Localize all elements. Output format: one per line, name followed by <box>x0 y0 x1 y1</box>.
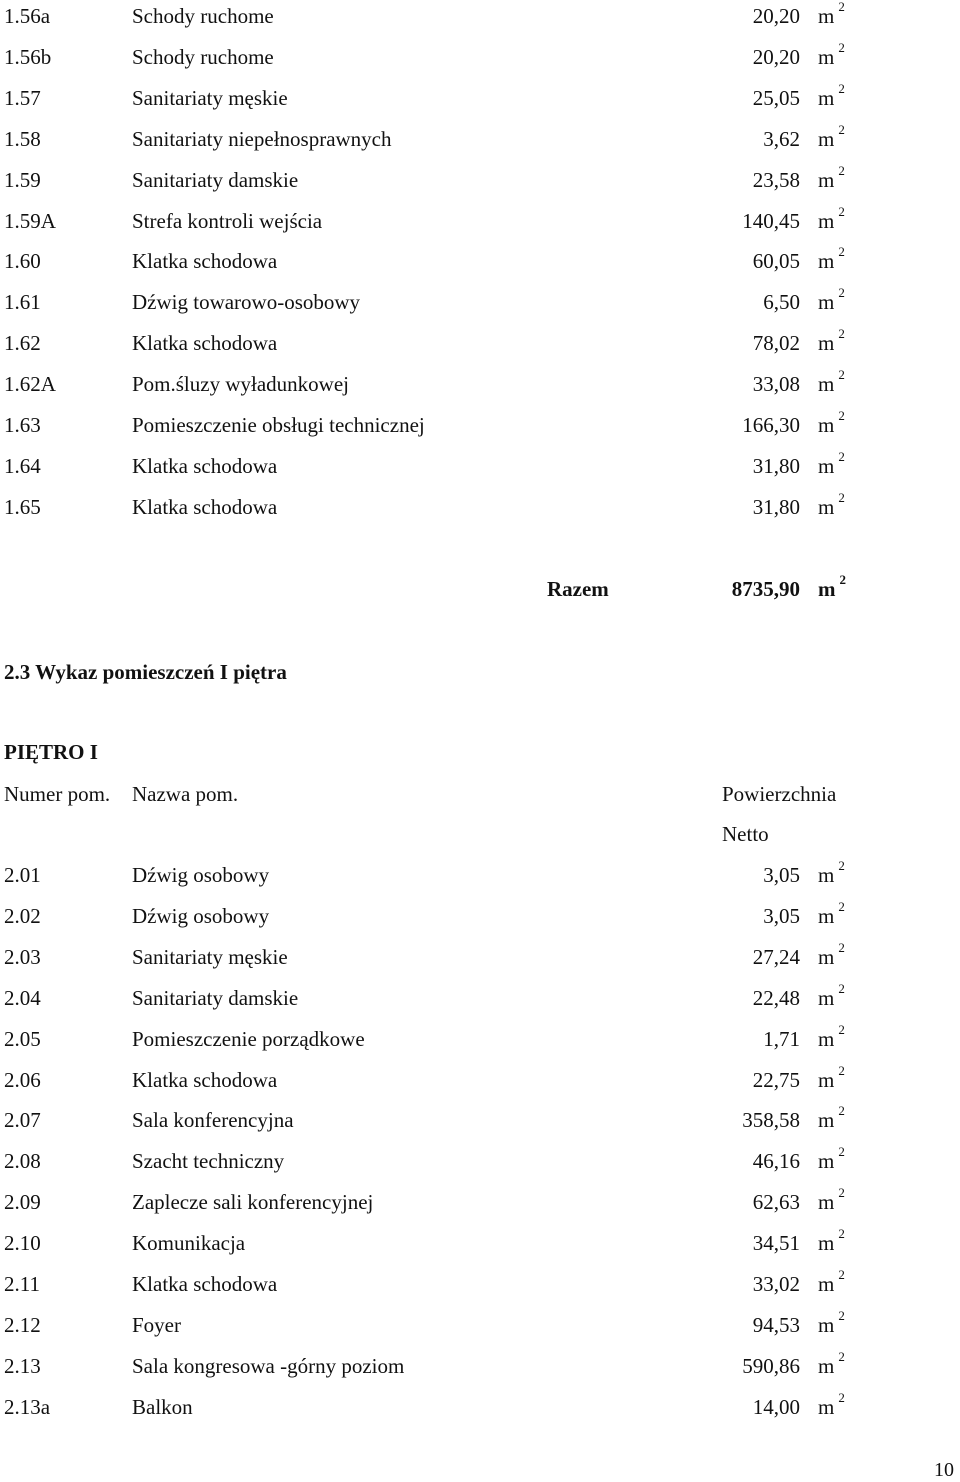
room-name: Klatka schodowa <box>132 1067 278 1092</box>
table-row <box>0 1307 960 1340</box>
room-area: 20,20 <box>752 4 800 28</box>
table-row <box>0 1062 960 1095</box>
table-row <box>0 369 960 399</box>
room-number: 2.06 <box>4 1067 41 1092</box>
area-unit: m $^2$ <box>818 1021 845 1051</box>
room-area: 14,00 <box>752 1394 800 1419</box>
room-name: Klatka schodowa <box>132 453 278 478</box>
area-unit: m $^2$ <box>818 244 845 274</box>
area-unit: m $^2$ <box>818 408 845 437</box>
room-area: 166,30 <box>742 413 800 437</box>
room-area: 31,80 <box>752 453 800 478</box>
room-number: 2.05 <box>4 1026 41 1051</box>
table-row <box>0 328 960 358</box>
table-row <box>0 1187 960 1217</box>
room-area: 3,62 <box>763 126 800 151</box>
room-name: Pomieszczenie obsługi technicznej <box>132 413 425 437</box>
table-row <box>0 448 960 481</box>
room-area: 25,05 <box>752 85 800 110</box>
room-area: 33,02 <box>752 1272 800 1296</box>
room-number: 2.04 <box>4 985 41 1010</box>
room-area: 3,05 <box>763 903 800 928</box>
area-unit: m $^2$ <box>818 39 845 69</box>
area-unit: m $^2$ <box>818 1267 845 1296</box>
room-name: Zaplecze sali konferencyjnej <box>132 1190 374 1215</box>
room-name: Schody ruchome <box>132 4 274 28</box>
room-number: 2.13a <box>4 1394 51 1419</box>
room-number: 1.60 <box>4 249 41 274</box>
room-number: 1.61 <box>4 290 41 315</box>
table-row <box>0 489 960 522</box>
floor-title-row <box>0 737 960 767</box>
room-name: Sala kongresowa -górny poziom <box>132 1353 405 1378</box>
room-name: Pom.śluzy wyładunkowej <box>132 372 349 397</box>
room-area: 31,80 <box>752 494 800 519</box>
total-row <box>0 574 960 604</box>
table-row <box>0 1146 960 1176</box>
table-row <box>0 898 960 931</box>
table-row <box>0 121 960 154</box>
room-name: Sanitariaty męskie <box>132 85 288 110</box>
area-unit: m $^2$ <box>818 162 845 192</box>
area-unit: m $^2$ <box>818 121 845 151</box>
column-header-area-netto: Netto <box>722 822 769 846</box>
area-unit: m $^2$ <box>818 1103 845 1133</box>
table-row <box>0 1 960 31</box>
table-row <box>0 80 960 113</box>
table-row <box>0 1228 960 1258</box>
table-row <box>0 1389 960 1422</box>
total-label: Razem <box>547 577 609 601</box>
room-name: Szacht techniczny <box>132 1149 285 1174</box>
column-header-row <box>0 779 960 809</box>
area-unit: m $^2$ <box>818 80 845 110</box>
room-name: Pomieszczenie porządkowe <box>132 1026 365 1051</box>
table-row <box>0 1105 960 1135</box>
room-area: 60,05 <box>752 249 800 274</box>
area-unit: m $^2$ <box>818 898 845 928</box>
room-name: Komunikacja <box>132 1231 246 1256</box>
column-header-name: Nazwa pom. <box>132 782 239 806</box>
table-row <box>0 939 960 972</box>
room-area: 22,75 <box>752 1067 800 1092</box>
page-number: 10 <box>934 1459 954 1481</box>
room-name: Sala konferencyjna <box>132 1108 294 1133</box>
room-number: 1.63 <box>4 413 41 437</box>
room-area: 590,86 <box>742 1353 800 1378</box>
column-header-area: Powierzchnia <box>722 782 837 806</box>
area-unit: m $^2$ <box>818 1226 845 1256</box>
area-unit: m $^2$ <box>818 1348 845 1378</box>
room-name: Foyer <box>132 1312 181 1337</box>
room-area: 1,71 <box>763 1026 800 1051</box>
room-number: 2.10 <box>4 1231 41 1256</box>
room-area: 20,20 <box>752 44 800 69</box>
area-unit: m $^2$ <box>818 858 845 887</box>
area-unit: m $^2$ <box>818 1144 845 1174</box>
room-name: Klatka schodowa <box>132 494 278 519</box>
room-name: Dźwig towarowo-osobowy <box>132 290 361 315</box>
table-row <box>0 1269 960 1299</box>
area-unit: m $^2$ <box>818 448 845 478</box>
total-area: 8735,90 <box>731 577 800 601</box>
area-unit: m $^2$ <box>818 1062 845 1092</box>
table-row <box>0 162 960 195</box>
column-header-row-2 <box>0 819 960 849</box>
room-area: 3,05 <box>763 863 800 887</box>
room-number: 2.13 <box>4 1353 41 1378</box>
room-number: 1.64 <box>4 453 41 478</box>
room-number: 2.07 <box>4 1108 41 1133</box>
table-row <box>0 203 960 236</box>
area-unit: m $^2$ <box>818 1307 845 1337</box>
room-area: 6,50 <box>763 290 800 315</box>
area-unit: m $^2$ <box>818 489 845 519</box>
room-number: 1.59A <box>4 208 56 233</box>
room-number: 1.58 <box>4 126 41 151</box>
room-number: 2.09 <box>4 1190 41 1215</box>
room-number: 2.01 <box>4 863 41 887</box>
room-name: Sanitariaty niepełnosprawnych <box>132 126 392 151</box>
room-number: 1.62 <box>4 331 41 356</box>
section-title: 2.3 Wykaz pomieszczeń I piętra <box>4 660 287 684</box>
table-row <box>0 1021 960 1054</box>
room-number: 1.65 <box>4 494 41 519</box>
room-area: 22,48 <box>752 985 800 1010</box>
room-number: 2.12 <box>4 1312 41 1337</box>
room-name: Klatka schodowa <box>132 331 278 356</box>
room-name: Klatka schodowa <box>132 249 278 274</box>
room-area: 140,45 <box>742 208 800 233</box>
area-unit: m $^2$ <box>818 0 845 28</box>
area-unit: m $^2$ <box>818 367 845 397</box>
table-row <box>0 410 960 440</box>
area-unit: m $^2$ <box>818 1389 845 1419</box>
table-row <box>0 1348 960 1381</box>
room-area: 27,24 <box>752 944 800 969</box>
section-title-row <box>0 657 960 687</box>
room-number: 1.59 <box>4 167 41 192</box>
room-name: Sanitariaty damskie <box>132 167 299 192</box>
room-number: 2.03 <box>4 944 41 969</box>
room-name: Dźwig osobowy <box>132 903 270 928</box>
room-number: 2.11 <box>4 1272 40 1296</box>
column-header-number: Numer pom. <box>4 782 111 806</box>
room-number: 1.56a <box>4 4 51 28</box>
room-area: 62,63 <box>752 1190 800 1215</box>
room-number: 2.02 <box>4 903 41 928</box>
room-name: Balkon <box>132 1394 193 1419</box>
room-area: 33,08 <box>752 372 800 397</box>
room-name: Dźwig osobowy <box>132 863 270 887</box>
room-area: 46,16 <box>752 1149 800 1174</box>
area-unit: m $^2$ <box>818 285 845 315</box>
room-name: Klatka schodowa <box>132 1272 278 1296</box>
table-row <box>0 39 960 72</box>
area-unit: m $^2$ <box>818 326 845 356</box>
area-unit: m $^2$ <box>818 939 845 969</box>
area-unit: m $^2$ <box>818 980 845 1010</box>
room-area: 23,58 <box>752 167 800 192</box>
room-name: Schody ruchome <box>132 44 274 69</box>
room-area: 358,58 <box>742 1108 800 1133</box>
room-number: 2.08 <box>4 1149 41 1174</box>
room-area: 78,02 <box>752 331 800 356</box>
room-area: 94,53 <box>752 1312 800 1337</box>
room-number: 1.62A <box>4 372 56 397</box>
floor-title: PIĘTRO I <box>4 740 98 764</box>
total-unit: m $^2$ <box>818 572 846 601</box>
room-name: Strefa kontroli wejścia <box>132 208 323 233</box>
table-row <box>0 980 960 1013</box>
room-name: Sanitariaty męskie <box>132 944 288 969</box>
table-row <box>0 860 960 890</box>
area-unit: m $^2$ <box>818 1185 845 1215</box>
room-area: 34,51 <box>752 1231 800 1256</box>
table-row <box>0 287 960 317</box>
table-row <box>0 246 960 276</box>
room-name: Sanitariaty damskie <box>132 985 299 1010</box>
room-number: 1.57 <box>4 85 41 110</box>
room-number: 1.56b <box>4 44 52 69</box>
area-unit: m $^2$ <box>818 203 845 233</box>
